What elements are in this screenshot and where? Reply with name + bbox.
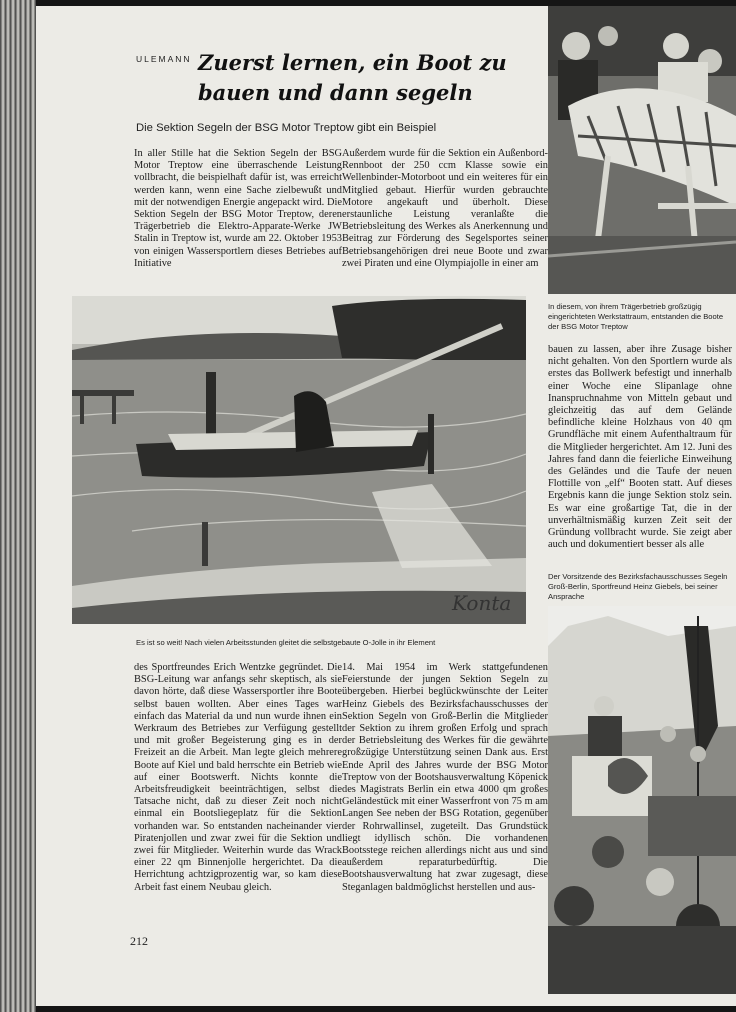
article-title: Zuerst lernen, ein Boot zu bauen und dann segeln xyxy=(198,50,507,105)
text-column-1-top: In aller Stille hat die Sektion Segeln der BSG Motor Treptow eine überraschende Leistung vollbracht, die beispielhaft dafür ist, was erreicht werden kann, wenn eine Sache zielbewußt und mit der notwendigen Energie angepackt wird. Die Sektion Segeln der BSG Motor Treptow, deren Trägerbetrieb die Elektro-Apparate-Werke JW Stalin in Treptow ist, wurde am 22. Oktober 1953 von einigen Wassersportlern dieses Betriebes auf Initiative xyxy=(134,148,342,269)
book-page-edges xyxy=(0,0,36,1012)
text-column-3-top: bauen zu lassen, aber ihre Zusage bisher nicht gehalten. Von den Sportlern wurde als erstes das Bollwerk befestigt und innerhalb einer Woche eine Slipanlage ohne Inanspruchnahme von Mitteln gebaut und gleichzeitig das auf dem Gelände befindliche kleine Holzhaus von 40 qm Grundfläche mit einem Aufenthaltraum für die Mitglieder hergerichtet. Am 12. Juni des Jahres fand dann die feierliche Einweihung des Geländes und die Taufe der neuen Flottille von „elf“ Booten statt. Auf dieses Ergebnis kann die junge Sektion stolz sein. Es war eine großartige Tat, die in der unverhältnismäßig kurzen Zeit seit der Gründung vollbracht wurde. Sie zeigt aber auch und dokumentiert besser als alle xyxy=(548,344,732,551)
ceremony-photo xyxy=(548,606,736,994)
text-column-2-bottom: 14. Mai 1954 im Werk stattgefundenen Feierstunde der jungen Sektion Segeln zu übergeben. Hierbei beglückwünschte der Leiter Heinz Giebels des Bezirksfachausschusses der Sektion Segeln von Groß-Berlin die Mitglieder der Sektion zu ihrem großen Erfolg und sprach der Betriebsleitung des Werkes für die gewährte großzügige Unterstützung seinen Dank aus. Erst Ende April des Jahres wurde der BSG Motor Treptow von der Bootshausverwaltung Köpenick des Magistrats Berlin ein etwa 4000 qm großes Geländestück mit einer Wasserfront von 75 m am Langen See neben der BSG Rotation, gegenüber der Rohrwallinsel, zugeteilt. Das Grundstück liegt idyllisch schön. Die vorhandenen Bootsstege reichen allerdings nicht aus und sind außerdem reparaturbedürftig. Die Bootshausverwaltung hat zwar zugesagt, diese Steganlagen baldmöglichst herstellen und aus- xyxy=(342,662,548,893)
workshop-photo xyxy=(548,6,736,294)
caption-sailing: Es ist so weit! Nach vielen Arbeitsstunden gleitet die selbstgebaute O-Jolle in ihr Element xyxy=(136,638,436,647)
caption-workshop: In diesem, von ihrem Trägerbetrieb großzügig eingerichteten Werkstattraum, entstanden die Boote der BSG Motor Treptow xyxy=(548,302,724,331)
article-subtitle: Die Sektion Segeln der BSG Motor Treptow gibt ein Beispiel xyxy=(136,122,437,134)
sailing-photo xyxy=(72,296,526,624)
svg-text:Konta: Konta xyxy=(452,591,512,615)
author-name: ULEMANN xyxy=(136,54,192,64)
page-number: 212 xyxy=(130,934,148,948)
text-column-1-bottom: des Sportfreundes Erich Wentzke gegründet. Die BSG-Leitung war anfangs sehr skeptisch, als sie davon hörte, daß diese Wassersportler ihre Boote selbst bauen wollten. Aber eines Tages war einfach das Material da und nun wurde ihnen ein Werkraum des Betriebes zur Verfügung gestellt und mit großer Begeisterung ging es in der Freizeit an die Arbeit. Man legte gleich mehrere Boote auf Kiel und bald herrschte ein Betrieb wie auf einer Bootswerft. Nichts konnte die Arbeitsfreudigkeit beeinträchtigen, selbst die Tatsache nicht, daß zu dieser Zeit noch nicht einmal ein Bootsliegeplatz für die Sektion vorhanden war. So entstanden nacheinander vier Piratenjollen und zwar zwei für die Sektion und zwei für Mitglieder. Weiterhin wurde das Wrack einer 22 qm Binnenjolle hergerichtet. Da die Herrichtung achtzigprozentig war, so kam diese Arbeit fast einem Neubau gleich. xyxy=(134,662,342,893)
caption-ceremony: Der Vorsitzende des Bezirksfachausschusses Segeln Groß-Berlin, Sportfreund Heinz Giebels, bei seiner Ansprache xyxy=(548,572,728,601)
magazine-page xyxy=(36,6,736,1006)
text-column-2-top: Außerdem wurde für die Sektion ein Außenbord-Rennboot der 250 ccm Klasse sowie ein Wellenbinder-Motorboot und ein weiteres für ein Mitglied gebaut. Hierfür wurden gebrauchte Motore angekauft und überholt. Diese erstaunliche Leistung veranlaßte die Betriebsleitung des Werkes als Anerkennung und Beitrag zur Förderung des Segelsportes seiner Betriebsangehörigen drei neue Boote und zwar zwei Piraten und eine Olympiajolle in einer am xyxy=(342,148,548,269)
